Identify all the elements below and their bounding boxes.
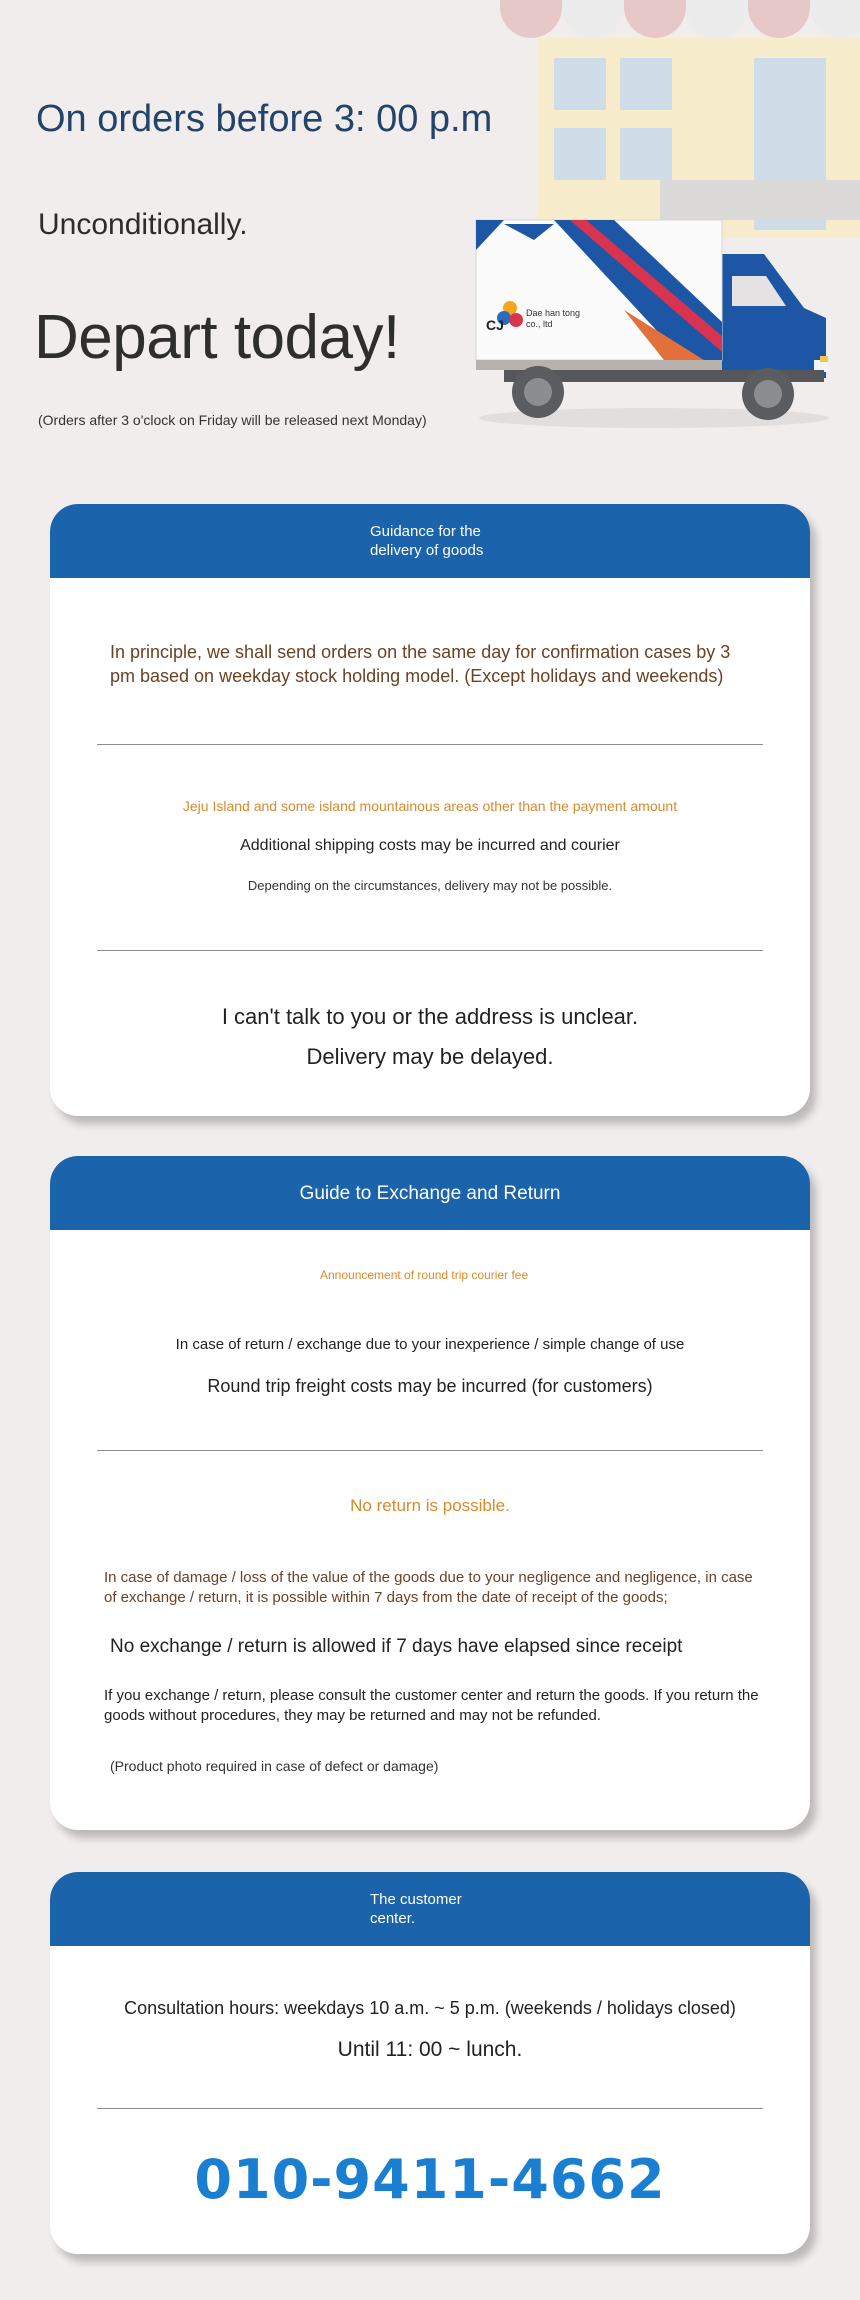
seven-days-elapsed-text: No exchange / return is allowed if 7 days have elapsed since receipt <box>110 1636 683 1657</box>
delivery-truck-illustration <box>474 210 834 430</box>
consultation-hours-text: Consultation hours: weekdays 10 a.m. ~ 5 p.m. (weekends / holidays closed) <box>124 1998 736 2018</box>
building-window <box>616 54 676 114</box>
customer-center-card <box>50 1872 810 2254</box>
awning-stripe <box>686 0 748 38</box>
divider <box>97 2108 763 2109</box>
awning-stripe <box>810 0 860 38</box>
phone-number-link[interactable]: 010-9411-4662 <box>194 2148 666 2211</box>
building-window <box>550 124 610 184</box>
divider <box>97 1450 763 1451</box>
storefront-illustration <box>500 0 860 240</box>
truck-company-text: Dae han tong co., ltd <box>526 308 581 329</box>
awning-stripe <box>748 0 810 38</box>
divider <box>97 744 763 745</box>
delivery-delayed-text: Delivery may be delayed. <box>306 1044 554 1069</box>
consult-customer-center-text: If you exchange / return, please consult the customer center and return the goods. If you return the goods without procedures, they may be returned and may not be refunded. <box>104 1687 759 1724</box>
hero-title: On orders before 3: 00 p.m <box>36 98 493 140</box>
hero-headline: Depart today! <box>34 303 400 372</box>
truck-logo-text: CJ <box>486 317 504 333</box>
customer-center-header <box>50 1872 810 1946</box>
divider <box>97 950 763 951</box>
exchange-return-title: Guide to Exchange and Return <box>299 1182 561 1204</box>
awning-stripe <box>624 0 686 38</box>
round-trip-fee-title: Announcement of round trip courier fee <box>320 1268 529 1282</box>
island-delivery-note: Depending on the circumstances, delivery may not be possible. <box>247 878 613 893</box>
hero-subtitle: Unconditionally. <box>38 208 248 241</box>
delivery-guide-card <box>50 504 810 1116</box>
hero-note: (Orders after 3 o'clock on Friday will be released next Monday) <box>38 412 427 428</box>
awning-stripe <box>562 0 624 38</box>
awning-stripe <box>500 0 562 38</box>
building-window <box>616 124 676 184</box>
lunch-time-text: Until 11: 00 ~ lunch. <box>337 2038 523 2061</box>
exchange-return-header <box>50 1156 810 1230</box>
hero-section <box>0 0 860 470</box>
customer-center-title: The customer center. <box>370 1891 462 1927</box>
island-shipping-cost-text: Additional shipping costs may be incurred and courier <box>240 837 620 854</box>
same-day-principle-text: In principle, we shall send orders on the same day for confirmation cases by 3 pm based on weekday stock holding model. (Except holidays and weekends) <box>110 642 731 686</box>
no-return-title: No return is possible. <box>350 1496 510 1515</box>
delivery-guide-header <box>50 504 810 578</box>
damage-loss-text: In case of damage / loss of the value of the goods due to your negligence and negligence, in case of exchange / return, it is possible within 7 days from the date of receipt of the goods; <box>104 1569 753 1606</box>
round-trip-freight-text: Round trip freight costs may be incurred (for customers) <box>207 1376 653 1396</box>
island-areas-title: Jeju Island and some island mountainous areas other than the payment amount <box>182 798 678 814</box>
delivery-guide-title: Guidance for the delivery of goods <box>370 523 484 559</box>
product-photo-note: (Product photo required in case of defect or damage) <box>110 1758 439 1774</box>
exchange-return-card <box>50 1156 810 1830</box>
simple-change-case-text: In case of return / exchange due to your inexperience / simple change of use <box>175 1336 685 1353</box>
building-window <box>550 54 610 114</box>
address-unclear-text: I can't talk to you or the address is unclear. <box>221 1004 639 1029</box>
